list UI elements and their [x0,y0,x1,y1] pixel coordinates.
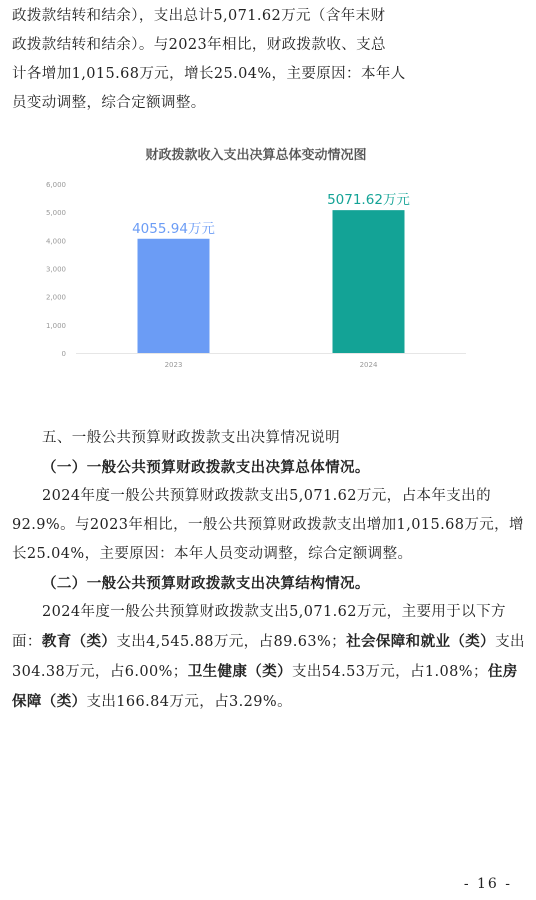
intro-line: 政拨款结转和结余），支出总计5,071.62万元（含年末财 [12,8,386,24]
y-tick-label: 3,000 [45,265,66,274]
subsection-heading: （二）一般公共预算财政拨款支出决算结构情况。 [42,575,370,592]
y-tick-label: 1,000 [45,321,66,330]
section5 [12,424,526,717]
intro-line: 员变动调整，综合定额调整。 [12,95,206,111]
y-tick-label: 0 [61,350,66,358]
intro-paragraph [12,2,526,118]
y-tick-label: 6,000 [45,181,66,189]
expenditure-chart [36,136,476,376]
body-paragraph: 2024年度一般公共预算财政拨款支出5,071.62万元，占本年支出的92.9%。与2023年相比，一般公共预算财政拨款支出增加1,015.68万元，增长25.04%，主要原因：本年人员变动调整，综合定额调整。 [12,488,524,562]
x-tick-label: 2024 [359,361,378,369]
section-heading: 五、一般公共预算财政拨款支出决算情况说明 [42,430,340,446]
category-name: 卫生健康（类） [187,663,293,680]
category-name: 教育（类） [41,633,117,650]
x-tick-label: 2023 [164,361,183,369]
body-paragraph [12,598,526,717]
category-text: 支出166.84万元，占3.29%。 [86,694,292,710]
bar [333,210,405,353]
category-text: 支出54.53万元，占1.08%； [292,664,488,680]
bar [138,239,210,353]
page-number: - 16 - [463,876,512,892]
intro-line: 政拨款结转和结余）。与2023年相比，财政拨款收、支总 [12,37,386,53]
chart-title: 财政拨款收入支出决算总体变动情况图 [145,148,367,163]
subsection-heading: （一）一般公共预算财政拨款支出决算总体情况。 [42,459,370,476]
category-name: 社会保障和就业（类） [346,633,496,650]
bar-data-label: 4055.94万元 [132,220,215,237]
intro-line: 计各增加1,015.68万元，增长25.04%，主要原因：本年人 [12,66,406,82]
y-tick-label: 5,000 [45,209,66,218]
bar-chart-svg [36,136,476,376]
category-text: 支出4,545.88万元，占89.63%； [116,634,347,650]
category-text: 支出304.38万元，占6.00%； [12,634,525,680]
y-tick-label: 2,000 [45,293,66,302]
y-tick-label: 4,000 [45,237,66,246]
category-name: 住房保障（类） [12,663,518,710]
bar-data-label: 5071.62万元 [327,192,410,209]
structure-intro: 2024年度一般公共预算财政拨款支出5,071.62万元，主要用于以下方面： [12,604,506,650]
